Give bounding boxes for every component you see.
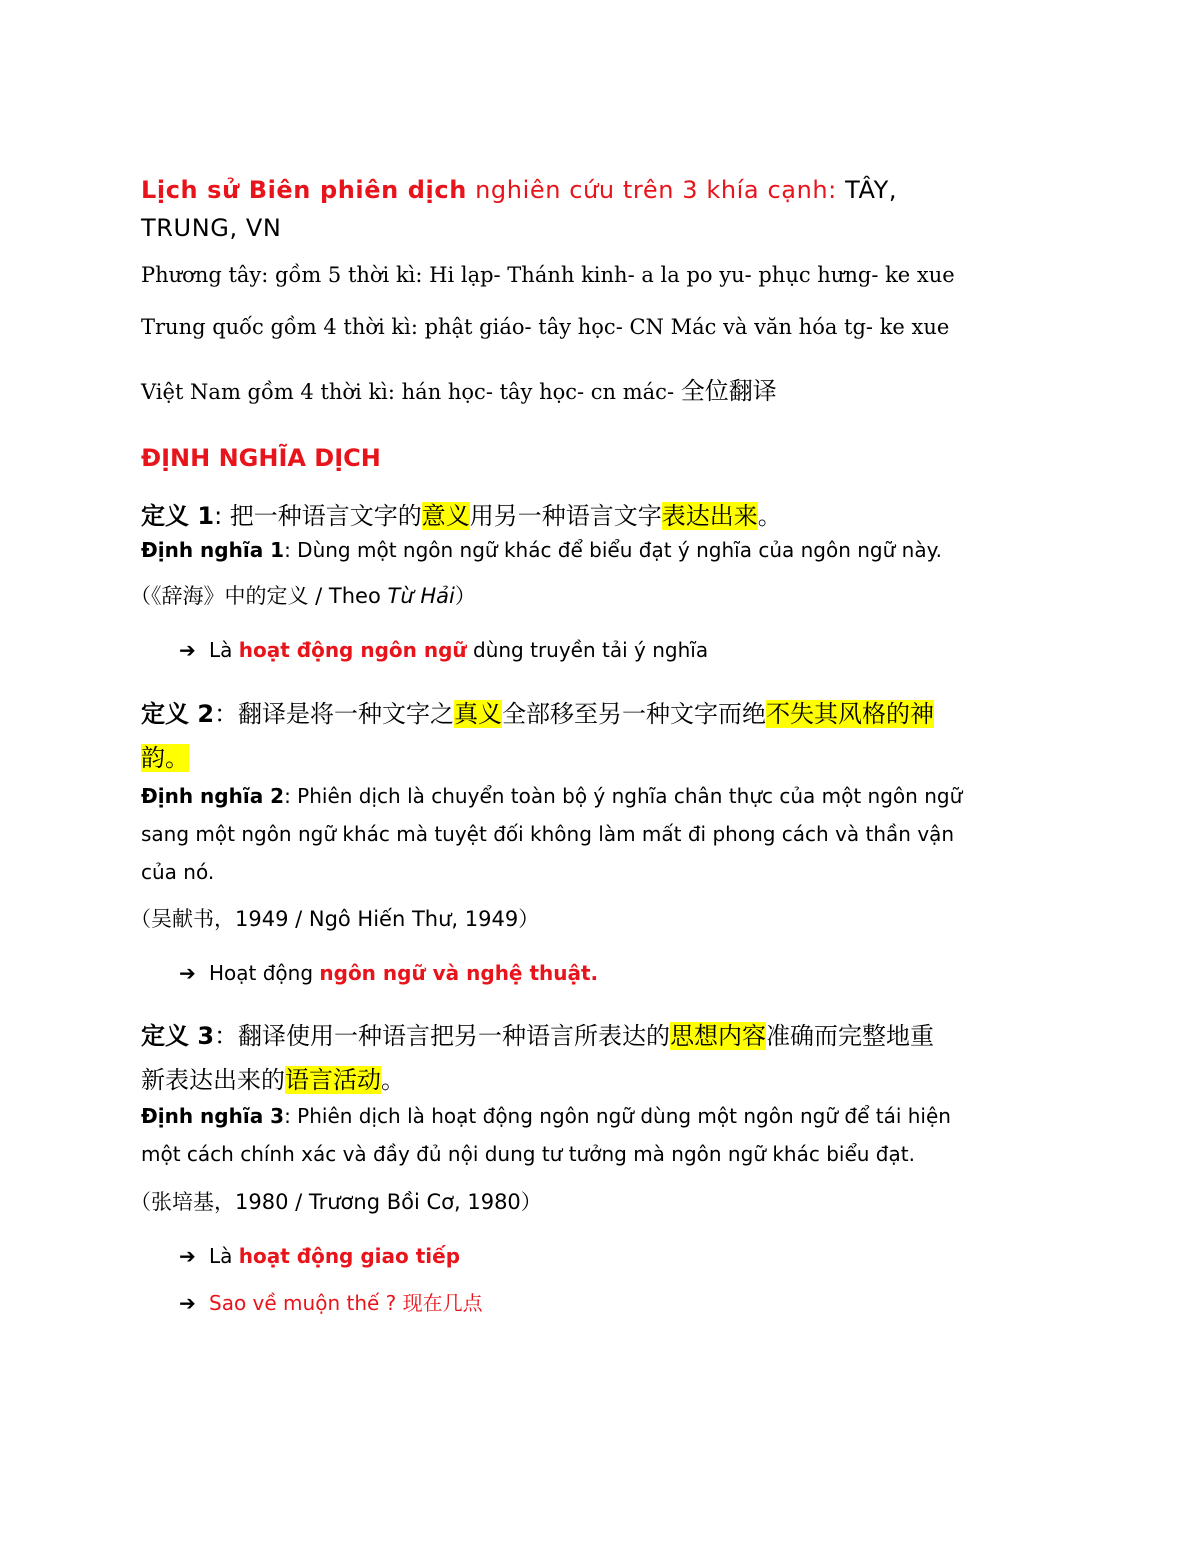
def1-source-b: ） [454,584,476,608]
history-vietnam-text: Việt Nam gồm 4 thời kì: hán học- tây học- cn mác- [141,380,681,404]
arrow-right-icon: ➔ [179,1291,196,1315]
def3-highlight-1: 思想内容 [670,1022,767,1050]
def2-cn-text-a: ：翻译是将一种文字之 [214,700,455,728]
def2-vn-line-2: sang một ngôn ngữ khác mà tuyệt đối không làm mất đi phong cách và thần vận [141,822,955,846]
definition-2-label: 定义 2 [141,700,215,728]
arrow-right-icon: ➔ [179,1244,196,1268]
definition-1-chinese [141,496,782,531]
definition-2-conclusion [179,961,598,985]
def2-highlight-3: 韵。 [141,744,189,772]
def3-vn-label: Định nghĩa 3 [141,1104,285,1128]
def2-vn-label: Định nghĩa 2 [141,784,285,808]
def2-highlight-2: 不失其风格的神 [766,700,935,728]
arrow-right-icon: ➔ [179,638,196,662]
def3-highlight-2: 语言活动 [285,1066,381,1094]
history-china: Trung quốc gồm 4 thời kì: phật giáo- tây học- CN Mác và văn hóa tg- ke xue [141,315,950,339]
document-title [141,176,897,204]
def3-vn-line-1: : Phiên dịch là hoạt động ngôn ngữ dùng một ngôn ngữ để tái hiện [284,1104,951,1128]
def3-conclusion-red: hoạt động giao tiếp [238,1244,461,1268]
def1-vn-text: : Dùng một ngôn ngữ khác để biểu đạt ý nghĩa của ngôn ngữ này. [284,538,942,562]
history-vietnam [141,371,777,406]
def1-conclusion-b: dùng truyền tải ý nghĩa [466,638,709,662]
def2-vn-line-1: : Phiên dịch là chuyển toàn bộ ý nghĩa chân thực của một ngôn ngữ [284,784,963,808]
arrow-right-icon: ➔ [179,961,196,985]
def1-conclusion-red: hoạt động ngôn ngữ [238,638,467,662]
definition-3-chinese-line-2 [141,1060,405,1095]
def1-cn-text-c: 。 [757,502,782,530]
def3-conclusion-a: Là [209,1244,239,1268]
def3-vn-line-2: một cách chính xác và đầy đủ nội dung tư tưởng mà ngôn ngữ khác biểu đạt. [141,1142,915,1166]
definition-3-note [179,1287,483,1316]
def3-note-text: Sao về muộn thế ? 现在几点 [209,1291,483,1315]
title-main: Lịch sử Biên phiên dịch [141,176,467,204]
definition-2-source: （吴献书，1949 / Ngô Hiến Thư, 1949） [130,907,540,931]
definition-3-chinese [141,1016,934,1051]
def1-highlight-1: 意义 [421,502,470,530]
title-west: TÂY, [845,176,898,204]
definition-2-vietnamese [141,784,962,808]
definition-3-source: （张培基，1980 / Trương Bồi Cơ, 1980） [130,1190,542,1214]
def1-source-italic: Từ Hải [387,584,455,608]
definition-3-label: 定义 3 [141,1022,215,1050]
def1-conclusion-a: Là [209,638,239,662]
def3-cn-text-c: 新表达出来的 [141,1066,285,1094]
def2-highlight-1: 真义 [454,700,503,728]
def3-cn-text-b: 准确而完整地重 [766,1022,935,1050]
definition-1-label: 定义 1 [141,502,215,530]
title-subtitle: nghiên cứu trên 3 khía cạnh: [466,176,846,204]
definition-1-source [130,580,476,610]
section-heading: ĐỊNH NGHĨA DỊCH [141,444,381,472]
def1-source-a: （《辞海》中的定义 / Theo [130,584,388,608]
def1-cn-text-b: 用另一种语言文字 [469,502,662,530]
definition-1-vietnamese [141,538,942,562]
history-west: Phương tây: gồm 5 thời kì: Hi lạp- Thánh kinh- a la po yu- phục hưng- ke xue [141,263,955,287]
definition-2-chinese [141,694,934,729]
def2-conclusion-red: ngôn ngữ và nghệ thuật. [319,961,599,985]
def1-vn-label: Định nghĩa 1 [141,538,285,562]
history-vietnam-cn: 全位翻译 [680,377,777,405]
title-line-2: TRUNG, VN [141,214,282,242]
def2-conclusion-a: Hoạt động [209,961,320,985]
definition-3-vietnamese [141,1104,951,1128]
def1-cn-text-a: : 把一种语言文字的 [214,502,422,530]
definition-1-conclusion [179,638,708,662]
def3-cn-text-a: ：翻译使用一种语言把另一种语言所表达的 [214,1022,671,1050]
def3-cn-text-d: 。 [381,1066,405,1094]
def2-vn-line-3: của nó. [141,860,215,884]
definition-2-chinese-line-2 [141,738,189,773]
definition-3-conclusion [179,1244,460,1268]
def2-cn-text-b: 全部移至另一种文字而绝 [502,700,767,728]
def1-highlight-2: 表达出来 [661,502,758,530]
